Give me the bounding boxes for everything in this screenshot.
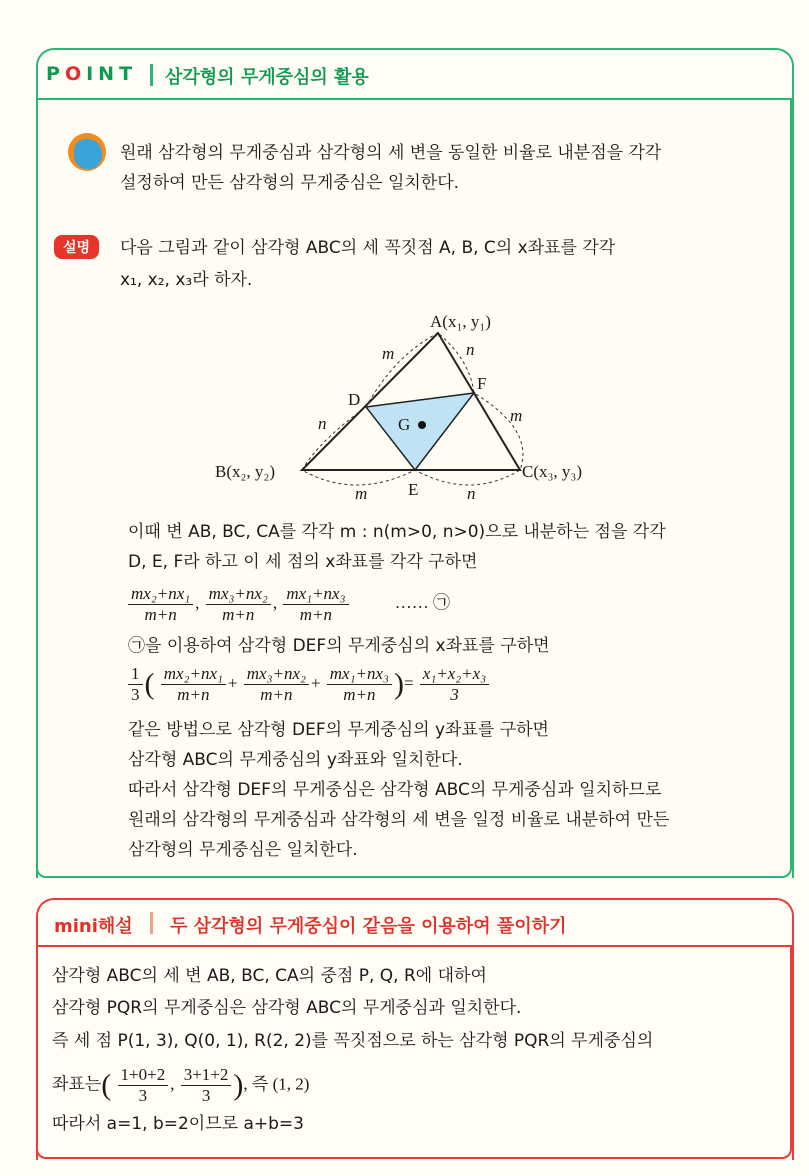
centroid-equation: $\frac{1}{3}$ ( $\frac{\text{mx₂+nx₁}}{m+n}$ + $\frac{\text{mx₃+nx₂}}{m+n}$ + $\frac{\text{mx₁+nx₃}}{m+n}$ )= $\frac{\text{x₁+x₂+x₃}}{3}$	[126, 664, 491, 705]
mini-line: 삼각형 PQR의 무게중심은 삼각형 ABC의 무게중심과 일치한다.	[52, 998, 522, 1018]
label-a: A(x₁, y₁)	[430, 312, 491, 331]
mini-title: 두 삼각형의 무게중심이 같음을 이용하여 풀이하기	[170, 916, 567, 937]
summary-line: 설정하여 만든 삼각형의 무게중심은 일치한다.	[120, 173, 460, 193]
triangle-diagram	[0, 0, 809, 520]
mini-answer: 따라서 a=1, b=2이므로 a+b=3	[52, 1114, 304, 1134]
label-d: D	[348, 390, 361, 409]
mini-label: mini해설	[54, 916, 133, 937]
mini-line: 삼각형 ABC의 세 변 AB, BC, CA의 중점 P, Q, R에 대하여	[52, 966, 487, 986]
conclusion-line: 원래의 삼각형의 무게중심과 삼각형의 세 변을 일정 비율로 내분하여 만든	[128, 810, 670, 830]
conclusion-line: 따라서 삼각형 DEF의 무게중심은 삼각형 ABC의 무게중심과 일치하므로	[128, 780, 662, 800]
label-n: n	[466, 340, 475, 359]
conclusion-line: 삼각형 ABC의 무게중심의 y좌표와 일치한다.	[128, 750, 463, 770]
body-line: 이때 변 AB, BC, CA를 각각 m : n(m>0, n>0)으로 내분하는 점을 각각	[128, 522, 666, 542]
label-m: m	[510, 406, 523, 425]
point-title: 삼각형의 무게중심의 활용	[165, 67, 369, 88]
label-f: F	[477, 374, 487, 393]
use-line: ㉠을 이용하여 삼각형 DEF의 무게중심의 x좌표를 구하면	[128, 636, 550, 656]
label-c: C(x₃, y₃)	[522, 462, 583, 481]
label-n: n	[467, 484, 476, 503]
label-b: B(x₂, y₂)	[215, 462, 276, 481]
mini-line: 즉 세 점 P(1, 3), Q(0, 1), R(2, 2)를 꼭짓점으로 하는 삼각형 PQR의 무게중심의	[52, 1031, 654, 1051]
centroid-point	[418, 421, 426, 429]
triangle-def	[366, 393, 474, 470]
point-label: POINT	[46, 63, 138, 85]
conclusion-line: 삼각형의 무게중심은 일치한다.	[128, 840, 358, 860]
label-n: n	[318, 414, 327, 433]
label-m: m	[382, 344, 395, 363]
label-m: m	[355, 484, 368, 503]
mini-coordinate: 좌표는( $\frac{1+0+2}{3}$ , $\frac{3+1+2}{3}$ ), 즉 (1, 2)	[52, 1065, 310, 1105]
label-e: E	[408, 480, 419, 499]
conclusion-line: 같은 방법으로 삼각형 DEF의 무게중심의 y좌표를 구하면	[128, 720, 549, 740]
divider	[150, 912, 153, 934]
division-fractions: $\frac{\text{mx₂+nx₁}}{m+n}$ , $\frac{\text{mx₃+nx₂}}{m+n}$ , $\frac{\text{mx₁+nx₃}}{m+n}$ …… ㉠	[126, 584, 450, 625]
body-line: D, E, F라 하고 이 세 점의 x좌표를 각각 구하면	[128, 552, 478, 572]
label-g: G	[398, 415, 411, 434]
summary-line: 원래 삼각형의 무게중심과 삼각형의 세 변을 동일한 비율로 내분점을 각각	[120, 143, 662, 163]
explanation-badge: 설명	[54, 235, 99, 259]
intro-line: x₁, x₂, x₃라 하자.	[120, 270, 253, 290]
intro-line: 다음 그림과 같이 삼각형 ABC의 세 꼭짓점 A, B, C의 x좌표를 각각	[120, 238, 616, 258]
